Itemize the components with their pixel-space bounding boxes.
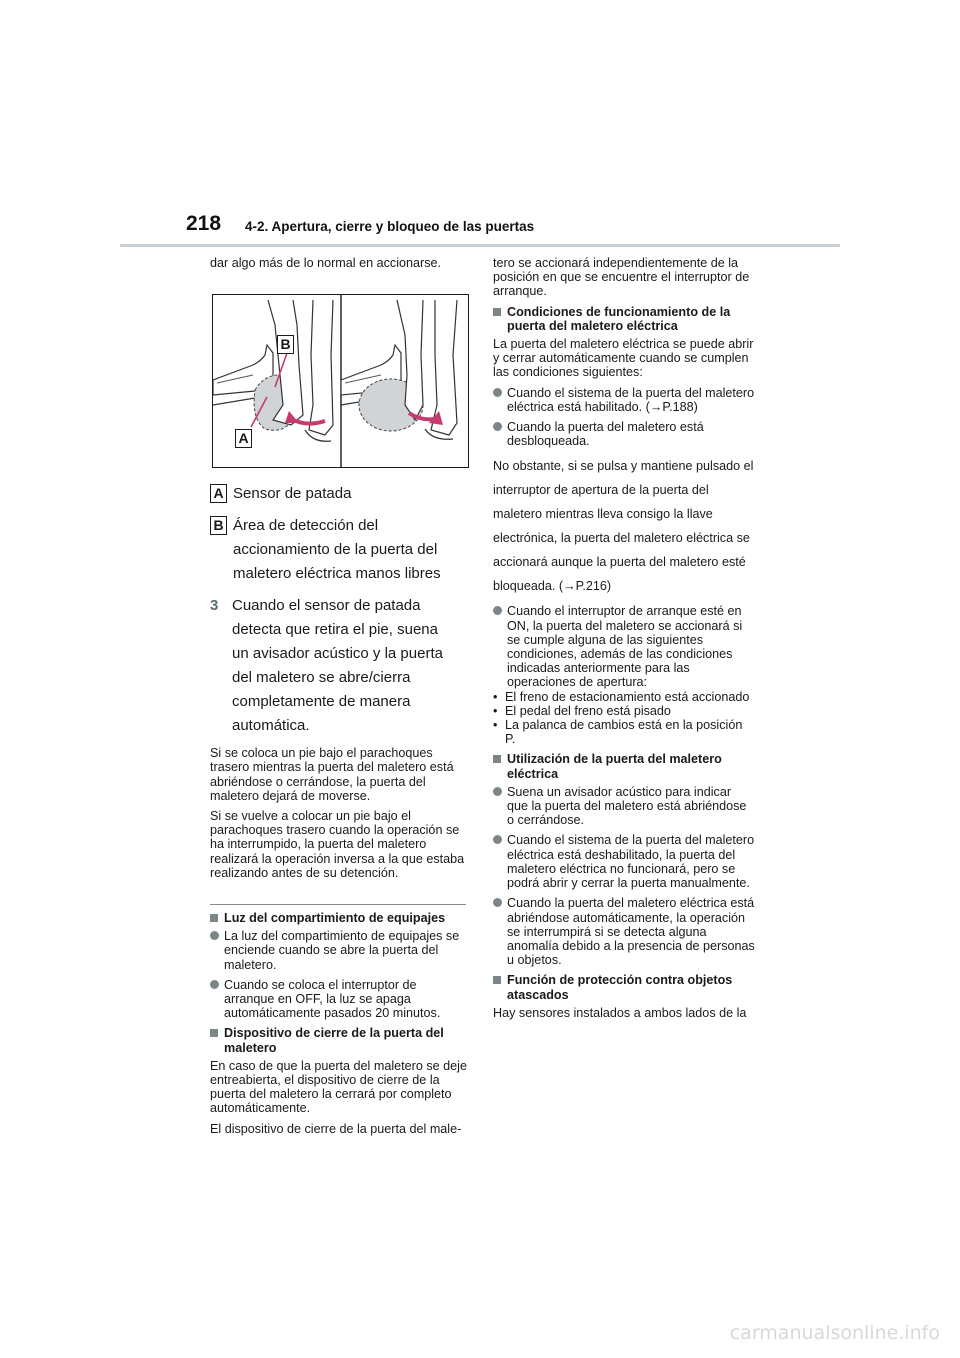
dispositivo-text-2: El dispositivo de cierre de la puerta del male-: [210, 1121, 462, 1136]
util-bullet-1-text: Suena un avisador acústico para indicar que la puerta del maletero está abriéndose o cerrándose.: [507, 784, 747, 828]
luz-heading: [210, 911, 470, 925]
section-divider: [210, 904, 466, 905]
round-bullet-icon: [493, 422, 502, 431]
cond-bullet-1: [493, 386, 755, 414]
luz-bullet-1-text: La luz del compartimiento de equipajes se enciende cuando se abre la puerta del maletero.: [224, 929, 460, 972]
left-column: [210, 256, 470, 1142]
util-title: Utilización de la puerta del maletero eléctrica: [507, 752, 722, 781]
round-bullet-icon: [493, 898, 502, 907]
dispositivo-title: Dispositivo de cierre de la puerta del maletero: [224, 1026, 444, 1055]
note-reinicio: Si se vuelve a colocar un pie bajo el parachoques trasero cuando la operación se ha interrumpido, la puerta del maletero realizará la operación inversa a la que estaba realizando antes de su detención.: [210, 809, 465, 880]
func-title: Función de protección contra objetos atascados: [507, 973, 733, 1002]
round-bullet-icon: [210, 931, 219, 940]
legend-b-tag: B: [210, 516, 227, 535]
square-bullet-icon: [493, 976, 501, 984]
header-rule: [120, 244, 840, 247]
figure-label-a: A: [235, 429, 252, 448]
figure-label-b: B: [277, 335, 294, 354]
round-bullet-icon: [493, 787, 502, 796]
watermark-logo: carmanualsonline.info: [729, 1322, 940, 1344]
sub-item-2: • El pedal del freno está pisado: [493, 703, 671, 718]
util-bullet-3: [493, 896, 755, 967]
cond-bullet-1-text: Cuando el sistema de la puerta del maletero eléctrica está habilitado. (→P.188): [507, 385, 755, 414]
util-bullet-3-text: Cuando la puerta del maletero eléctrica está abriéndose automáticamente, la operación se interrumpirá si se detecta alguna anomalía debido a la presencia de personas u objetos.: [507, 896, 755, 968]
continued-text: tero se accionará independientemente de la posición en que se encuentre el interruptor de arranque.: [493, 256, 750, 299]
round-bullet-icon: [493, 388, 502, 397]
round-bullet-icon: [210, 980, 219, 989]
intro-text: dar algo más de lo normal en accionarse.: [210, 256, 442, 270]
square-bullet-icon: [210, 1029, 218, 1037]
func-text: Hay sensores instalados a ambos lados de la: [493, 1005, 747, 1020]
func-heading: [493, 973, 755, 1001]
cond-bullet-2: [493, 420, 755, 448]
round-bullet-icon: [493, 835, 502, 844]
on-bullet: [493, 604, 755, 689]
util-bullet-2: [493, 833, 755, 890]
page-number: 218: [186, 212, 222, 235]
legend-b-text: Área de detección del accionamiento de la puerta del maletero eléctrica manos libres: [233, 517, 441, 583]
step-3: [210, 594, 470, 738]
note-pie-trasero: Si se coloca un pie bajo el parachoques trasero mientras la puerta del maletero está abriéndose o cerrándose, la puerta del maletero dejará de moverse.: [210, 746, 454, 803]
sub-item-3-text: La palanca de cambios está en la posición P.: [505, 718, 743, 747]
kick-sensor-figure: [212, 294, 469, 468]
dispositivo-text-1: En caso de que la puerta del maletero se deje entreabierta, el dispositivo de cierre de la puerta del maletero la cerrará por completo automáticamente.: [210, 1058, 467, 1116]
legend-a-tag: A: [210, 484, 227, 503]
util-bullet-1: [493, 785, 755, 828]
sub-item-1: • El freno de estacionamiento está accionado: [493, 689, 750, 704]
cond-title: Condiciones de funcionamiento de la puerta del maletero eléctrica: [507, 304, 731, 333]
luz-bullet-1: [210, 929, 470, 972]
cond-heading: [493, 305, 755, 333]
square-bullet-icon: [210, 914, 218, 922]
sub-item-2-text: El pedal del freno está pisado: [505, 703, 671, 718]
legend-a: [210, 482, 470, 506]
sub-item-3: • La palanca de cambios está en la posición P.: [493, 718, 755, 746]
obstante-text: No obstante, si se pulsa y mantiene pulsado el interruptor de apertura de la puerta del maletero mientras lleva consigo la llave electrónica, la puerta del maletero eléctrica se accionará aunque la puerta del maletero esté bloqueada. (→P.216): [493, 459, 754, 594]
luz-title: Luz del compartimiento de equipajes: [224, 911, 446, 926]
section-title: 4-2. Apertura, cierre y bloqueo de las puertas: [245, 219, 535, 234]
legend-a-text: Sensor de patada: [233, 485, 352, 503]
luz-bullet-2-text: Cuando se coloca el interruptor de arranque en OFF, la luz se apaga automáticamente pasados 20 minutos.: [224, 977, 441, 1021]
step-number: 3: [210, 597, 219, 615]
luz-bullet-2: [210, 978, 470, 1021]
right-column: [493, 256, 755, 1026]
step-text: Cuando el sensor de patada detecta que retira el pie, suena un avisador acústico y la puerta del maletero se abre/cierra completamente de manera automática.: [232, 597, 443, 735]
round-bullet-icon: [493, 606, 502, 615]
cond-intro: La puerta del maletero eléctrica se puede abrir y cerrar automáticamente cuando se cumplen las condiciones siguientes:: [493, 337, 754, 380]
sub-item-1-text: El freno de estacionamiento está accionado: [505, 689, 750, 704]
cond-bullet-2-text: Cuando la puerta del maletero está desbloqueada.: [507, 420, 704, 449]
util-heading: [493, 752, 755, 780]
on-bullet-text: Cuando el interruptor de arranque esté en ON, la puerta del maletero se accionará si se cumple alguna de las siguientes condiciones, además de las condiciones indicadas anteriormente para las operaciones de apertura:: [507, 604, 743, 690]
sub-list: [493, 690, 755, 747]
square-bullet-icon: [493, 755, 501, 763]
util-bullet-2-text: Cuando el sistema de la puerta del maletero eléctrica está deshabilitado, la puerta del maletero eléctrica no funcionará, pero se podrá abrir y cerrar la puerta manualmente.: [507, 833, 755, 891]
legend-b: [210, 514, 470, 586]
square-bullet-icon: [493, 308, 501, 316]
dispositivo-heading: [210, 1026, 470, 1054]
